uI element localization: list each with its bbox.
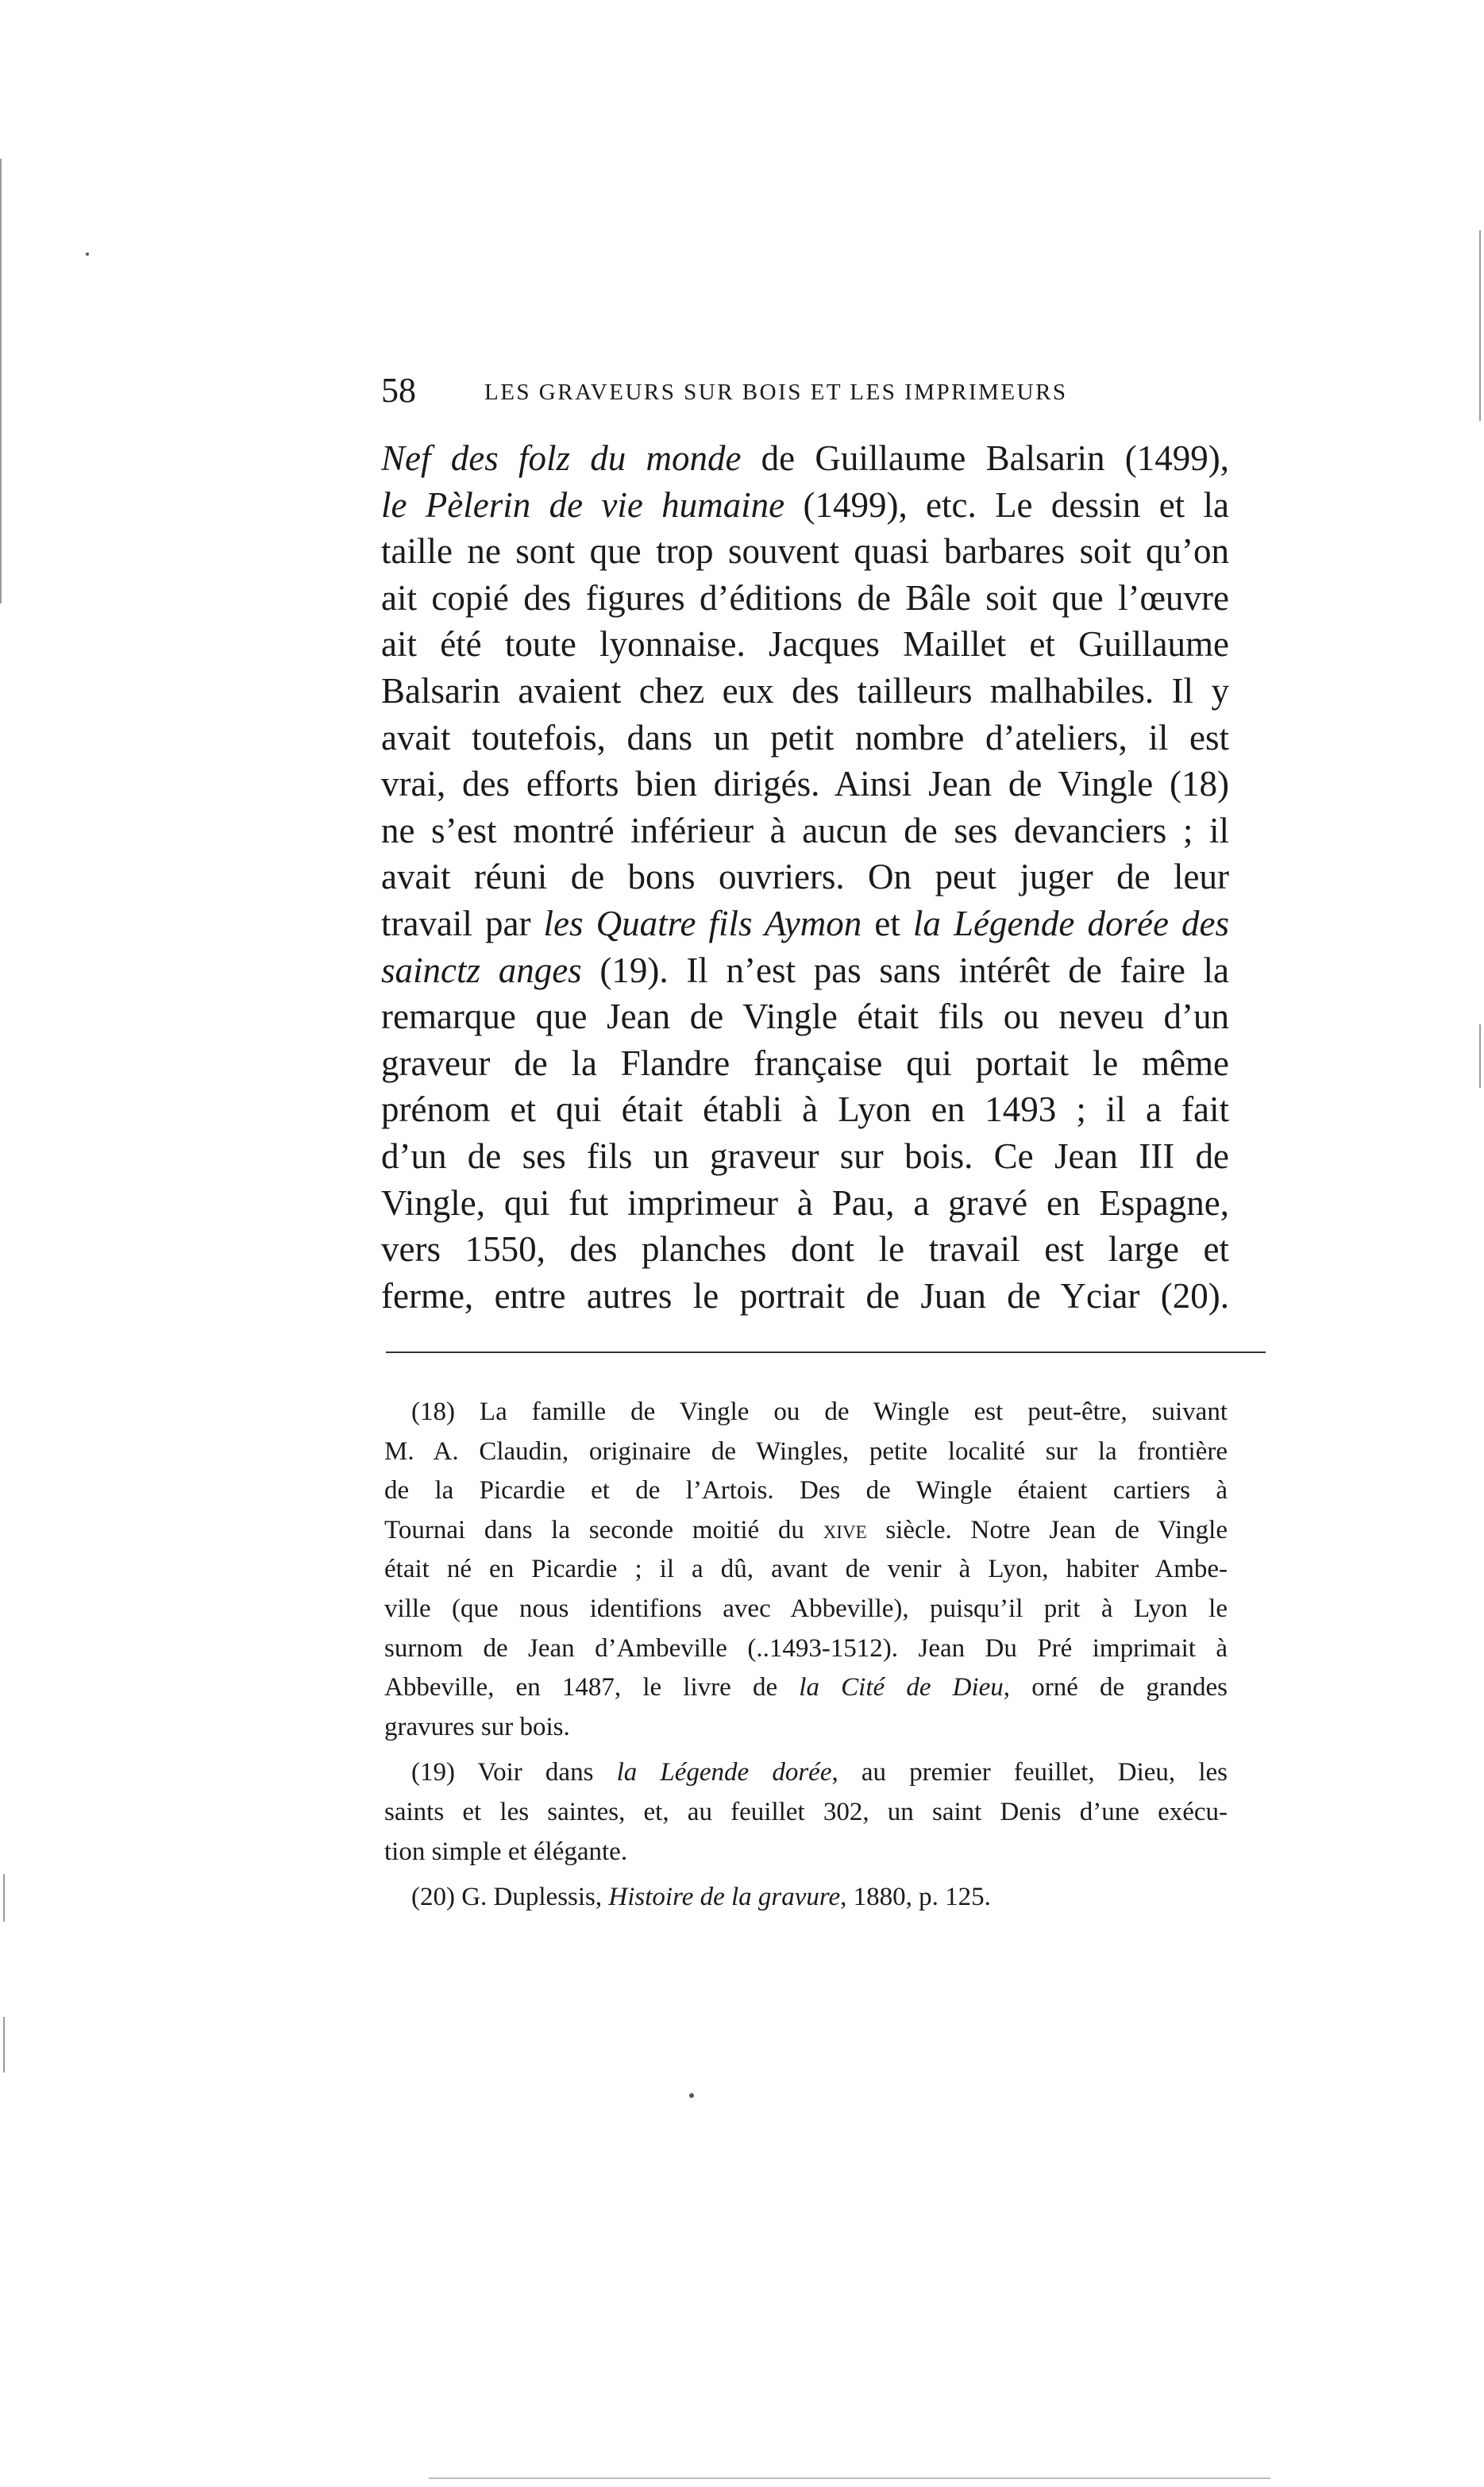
scan-edge-mark (1479, 230, 1481, 421)
body-text-segment: avait toutefois, dans un petit nombre d’ateliers, il est (381, 717, 1229, 758)
scan-edge-mark (1479, 1024, 1481, 1088)
body-line (381, 808, 1229, 854)
body-text-segment: vers 1550, des planches dont le travail est large et (381, 1229, 1229, 1270)
footnote-text-segment: de la Picardie et de l’Artois. Des de Wingle étaient cartiers à (384, 1476, 1228, 1506)
footnote-line (384, 1753, 1228, 1793)
footnote-line (384, 1550, 1228, 1590)
body-line (381, 1226, 1229, 1273)
italic-title-text: le Pèlerin de vie humaine (381, 484, 785, 525)
italic-title-text: la Légende dorée (616, 1758, 832, 1787)
footnote-text-segment: était né en Picardie ; il a dû, avant de venir à Lyon, habiter Ambe- (384, 1555, 1228, 1584)
italic-title-text: Histoire de la gravure (608, 1883, 841, 1912)
body-text-segment: (1499), etc. Le dessin et la (784, 484, 1229, 525)
footnote-text-segment: (19) Voir dans (411, 1758, 617, 1787)
body-line (381, 993, 1229, 1040)
body-text-segment: de Guillaume Balsarin (1499), (741, 438, 1229, 478)
body-line (381, 1086, 1229, 1133)
scan-edge-mark (0, 159, 2, 603)
body-text-segment: et (861, 903, 913, 943)
footnote-text-segment: , 1880, p. 125. (840, 1883, 991, 1912)
footnotes (384, 1393, 1228, 1918)
scan-edge-mark (3, 2017, 5, 2072)
body-line (381, 761, 1229, 808)
body-line (381, 1273, 1229, 1320)
page-number: 58 (381, 371, 416, 410)
footnote-text-segment: M. A. Claudin, originaire de Wingles, petite localité sur la frontière (384, 1436, 1228, 1466)
footnote-text-segment: (18) La famille de Vingle ou de Wingle est peut-être, suivant (411, 1398, 1228, 1426)
body-text-segment: graveur de la Flandre française qui portait le même (381, 1043, 1229, 1083)
body-line (381, 621, 1229, 668)
body-text-segment: ait été toute lyonnaise. Jacques Maillet et Guillaume (381, 624, 1229, 665)
body-text-segment: ait copié des figures d’éditions de Bâle soit que l’œuvre (381, 577, 1229, 618)
footnote-line (384, 1708, 1228, 1748)
body-line (381, 575, 1229, 622)
footnote-line (384, 1393, 1228, 1432)
body-text-segment: prénom et qui était établi à Lyon en 1493 ; il a fait (381, 1089, 1229, 1130)
body-line (381, 528, 1229, 575)
footnote-rule (386, 1351, 1266, 1353)
body-text-segment: avait réuni de bons ouvriers. On peut juger de leur (381, 857, 1229, 897)
page-header (381, 371, 1255, 413)
italic-title-text: les Quatre fils Aymon (543, 903, 862, 943)
footnote-line (384, 1629, 1228, 1669)
body-text-segment: remarque que Jean de Vingle était fils ou neveu d’un (381, 997, 1229, 1037)
body-line (381, 900, 1229, 947)
italic-title-text: sainctz anges (381, 950, 582, 990)
body-line (381, 668, 1229, 715)
footnote-gap (384, 1747, 1228, 1753)
body-text (381, 435, 1229, 1319)
body-text-segment: (19). Il n’est pas sans intérêt de faire la (581, 950, 1229, 990)
body-line (381, 854, 1229, 900)
body-line (381, 435, 1229, 482)
footnote-text-segment: gravures sur bois. (384, 1712, 570, 1741)
footnote-gap (384, 1872, 1228, 1878)
body-text-segment: ferme, entre autres le portrait de Juan de Yciar (20). (381, 1275, 1229, 1316)
italic-title-text: la Cité de Dieu (799, 1673, 1004, 1702)
footnote-text-segment: saints et les saintes, et, au feuillet 302, un saint Denis d’une exécu- (384, 1797, 1228, 1826)
italic-title-text: Nef des folz du monde (381, 438, 742, 478)
body-line (381, 1133, 1229, 1180)
body-line (381, 1180, 1229, 1227)
scan-speck (689, 2093, 694, 2098)
body-line (381, 715, 1229, 762)
footnote-text-segment: surnom de Jean d’Ambeville (..1493-1512). Jean Du Pré imprimait à (384, 1633, 1228, 1663)
italic-title-text: la Légende dorée des (912, 903, 1229, 943)
scan-edge-mark (3, 1874, 5, 1922)
footnote-text-segment: siècle. Notre Jean de Vingle (866, 1515, 1228, 1544)
body-line (381, 1040, 1229, 1087)
footnote-line (384, 1878, 1228, 1918)
footnote-line (384, 1471, 1228, 1511)
body-text-segment: travail par (381, 903, 544, 943)
footnote-text-segment: , au premier feuillet, Dieu, les (831, 1758, 1228, 1787)
footnote-text-segment: tion simple et élégante. (384, 1837, 628, 1866)
footnote-text-segment: (20) G. Duplessis, (411, 1883, 609, 1912)
body-text-segment: taille ne sont que trop souvent quasi barbares soit qu’on (381, 531, 1229, 572)
footnote-line (384, 1511, 1228, 1551)
body-text-segment: vrai, des efforts bien dirigés. Ainsi Jean de Vingle (18) (381, 764, 1229, 804)
footnote-text-segment: , orné de grandes (1003, 1673, 1228, 1702)
body-text-segment: ne s’est montré inférieur à aucun de ses devanciers ; il (381, 810, 1229, 850)
body-text-segment: Vingle, qui fut imprimeur à Pau, a gravé en Espagne, (381, 1182, 1229, 1223)
footnote-line (384, 1833, 1228, 1872)
footnote-line (384, 1590, 1228, 1629)
footnote-text-segment: ville (que nous identifions avec Abbeville), puisqu’il prit à Lyon le (384, 1594, 1228, 1623)
scan-speck (86, 253, 89, 256)
body-line (381, 482, 1229, 529)
footnote-text-segment: Tournai dans la seconde moitié du (384, 1515, 823, 1544)
scan-edge-mark (429, 2477, 1270, 2479)
footnote-text-segment: Abbeville, en 1487, le livre de (384, 1673, 800, 1702)
running-title: LES GRAVEURS SUR BOIS ET LES IMPRIMEURS (484, 380, 1068, 405)
footnote-line (384, 1432, 1228, 1472)
body-line (381, 947, 1229, 994)
body-text-segment: Balsarin avaient chez eux des tailleurs malhabiles. Il y (381, 670, 1229, 711)
footnote-text-segment: xive (823, 1515, 867, 1544)
body-text-segment: d’un de ses fils un graveur sur bois. Ce Jean III de (381, 1136, 1229, 1176)
footnote-line (384, 1668, 1228, 1708)
footnote-line (384, 1793, 1228, 1833)
